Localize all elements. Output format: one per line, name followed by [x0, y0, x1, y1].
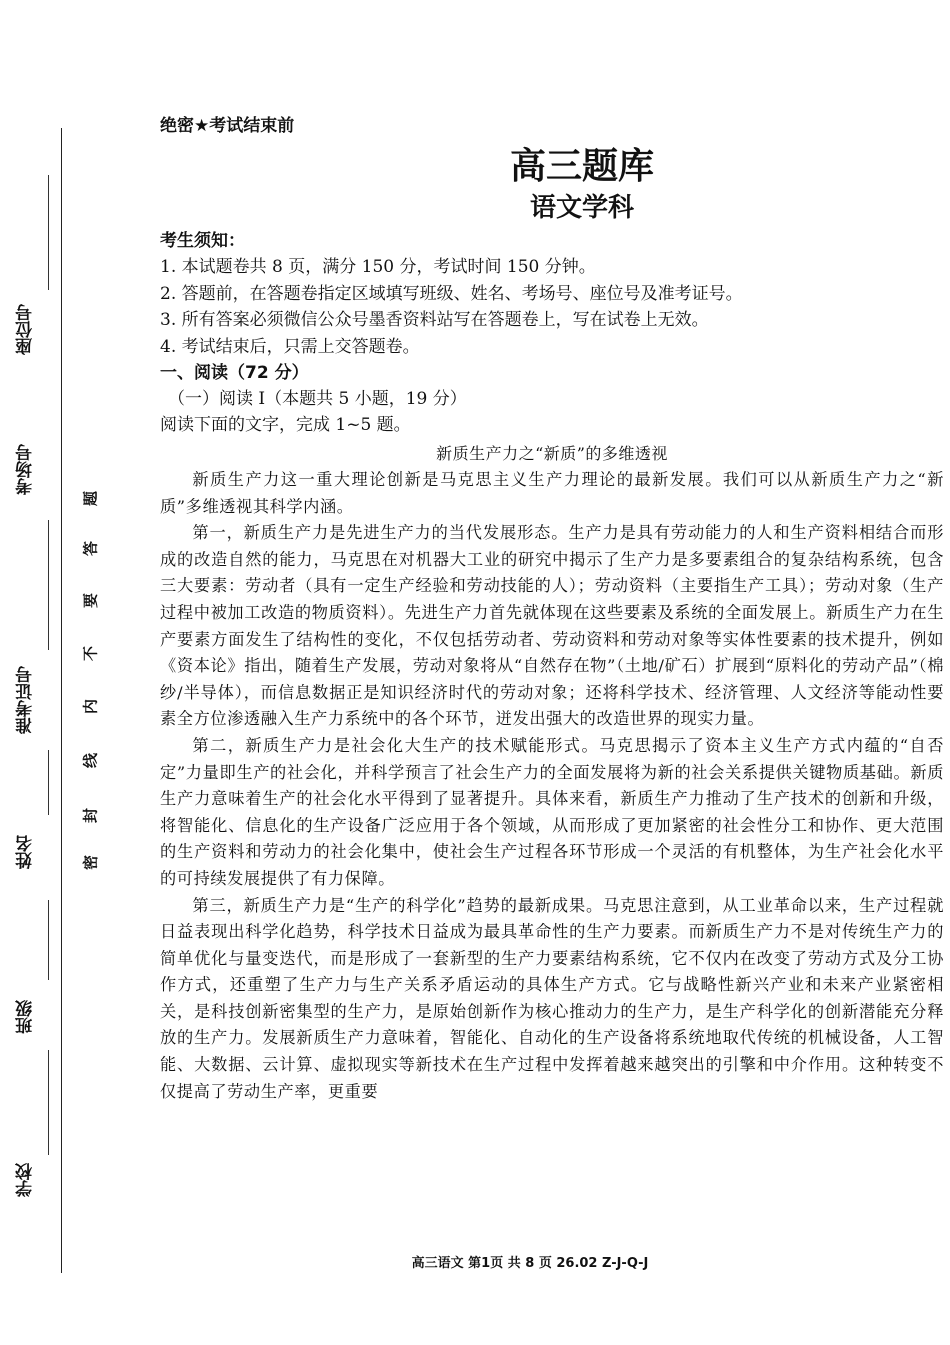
article-paragraph: 新质生产力这一重大理论创新是马克思主义生产力理论的最新发展。我们可以从新质生产力之“新质”多维透视其科学内涵。 — [160, 470, 944, 516]
seat-number-label: 座位号 — [16, 304, 36, 356]
notice-item: 2. 答题前，在答题卷指定区域填写班级、姓名、考场号、座位号及准考证号。 — [160, 283, 743, 304]
article — [160, 440, 944, 1105]
seal-char: 内 — [81, 699, 100, 715]
seat-number-field — [18, 150, 54, 360]
name-blank[interactable] — [48, 750, 49, 815]
reading-instruction: 阅读下面的文字，完成 1~5 题。 — [160, 415, 411, 435]
seal-char: 线 — [81, 753, 100, 769]
article-paragraph: 第一，新质生产力是先进生产力的当代发展形态。生产力是具有劳动能力的人和生产资料相结合而形成的改造自然的能力，马克思在对机器大工业的研究中揭示了生产力是多要素组合的复杂结构系统，包含三大要素：劳动者（具有一定生产经验和劳动技能的人）；劳动资料（主要指生产工具）；劳动对象（生产过程中被加工改造的物质资料）。先进生产力首先就体现在这些要素及系统的全面发展上。新质生产力在生产要素方面发生了结构性的变化，不仅包括劳动者、劳动资料和劳动对象等实体性要素的技术提升，例如《资本论》指出，随着生产发展，劳动对象将从“自然存在物”（土地/矿石）扩展到“原料化的劳动产品”（棉纱/半导体），而信息数据正是知识经济时代的劳动对象；还将科学技术、经济管理、人文经济等能动性要素全方位渗透融入生产力系统中的各个环节，迸发出强大的改造世界的现实力量。 — [160, 523, 944, 729]
article-paragraph: 第三，新质生产力是“生产的科学化”趋势的最新成果。马克思注意到，从工业革命以来，生产过程就日益表现出科学化趋势，科学技术日益成为最具革命性的生产力要素。而新质生产力不是对传统生产力的简单优化与量变迭代，而是形成了一套新型的生产力要素结构系统，它不仅内在改变了劳动方式及分工协作方式，还重塑了生产力与生产关系矛盾运动的具体生产方式。它与战略性新兴产业和未来产业紧密相关，是科技创新密集型的生产力，是原始创新作为核心推动力的生产力，是生产科学化的创新潜能充分释放的生产力。发展新质生产力意味着，智能化、自动化的生产设备将系统地取代传统的机械设备，人工智能、大数据、云计算、虚拟现实等新技术在生产过程中发挥着越来越突出的引擎和中介作用。这种转变不仅提高了劳动生产率，更重要 — [160, 895, 944, 1101]
name-label: 姓名 — [16, 835, 36, 870]
notice-block — [160, 228, 944, 360]
confidential-mark: 绝密★考试结束前 — [160, 116, 295, 136]
page-footer: 高三语文 第1页 共 8 页 26.02 Z-J-Q-J — [411, 1256, 649, 1271]
subject-title: 语文学科 — [529, 193, 634, 223]
binding-line — [61, 128, 62, 1273]
school-field — [18, 1040, 54, 1200]
exam-room-label: 考场号 — [16, 444, 36, 496]
binding-strip — [0, 0, 110, 1345]
admission-number-blank[interactable] — [48, 520, 49, 650]
seal-char: 封 — [81, 808, 100, 824]
class-field — [18, 900, 54, 1040]
seal-char: 要 — [81, 593, 100, 609]
seal-warning — [80, 480, 100, 880]
notice-item: 4. 考试结束后，只需上交答题卷。 — [160, 336, 420, 357]
seal-char: 密 — [81, 855, 100, 871]
exam-room-field — [18, 395, 54, 505]
exam-page-content — [160, 112, 944, 1105]
page-title: 高三题库 — [509, 146, 654, 187]
admission-number-label: 准考证号 — [16, 666, 36, 734]
seal-char: 题 — [81, 491, 100, 507]
article-paragraph: 第二，新质生产力是社会化大生产的技术赋能形式。马克思揭示了资本主义生产方式内蕴的“自否定”力量即生产的社会化，并科学预言了社会生产力的全面发展将为新的社会关系提供关键物质基础。新质生产力意味着生产的社会化水平得到了显著提升。具体来看，新质生产力推动了生产技术的创新和升级，将智能化、信息化的生产设备广泛应用于各个领域，从而形成了更加紧密的社会性分工和协作、更大范围的生产资料和劳动力的社会化集中，使社会生产过程各环节形成一个灵活的有机整体，为生产社会化水平的可持续发展提供了有力保障。 — [160, 735, 944, 888]
notice-item: 3. 所有答案必须微信公众号墨香资料站写在答题卷上，写在试卷上无效。 — [160, 310, 709, 330]
section-heading: 一、阅读（72 分） — [160, 363, 309, 383]
class-label: 班级 — [16, 1000, 36, 1035]
notice-heading: 考生须知： — [160, 231, 245, 251]
school-blank[interactable] — [48, 1050, 49, 1155]
seat-number-blank[interactable] — [48, 175, 49, 290]
school-label: 学校 — [16, 1163, 36, 1198]
seal-char: 答 — [81, 541, 100, 557]
article-title: 新质生产力之“新质”的多维透视 — [436, 444, 668, 463]
name-field — [18, 750, 54, 900]
seal-char: 不 — [81, 646, 100, 662]
notice-item: 1. 本试题卷共 8 页，满分 150 分，考试时间 150 分钟。 — [160, 257, 596, 277]
subsection-heading: （一）阅读 I（本题共 5 小题，19 分） — [168, 389, 467, 409]
class-blank[interactable] — [48, 900, 49, 980]
